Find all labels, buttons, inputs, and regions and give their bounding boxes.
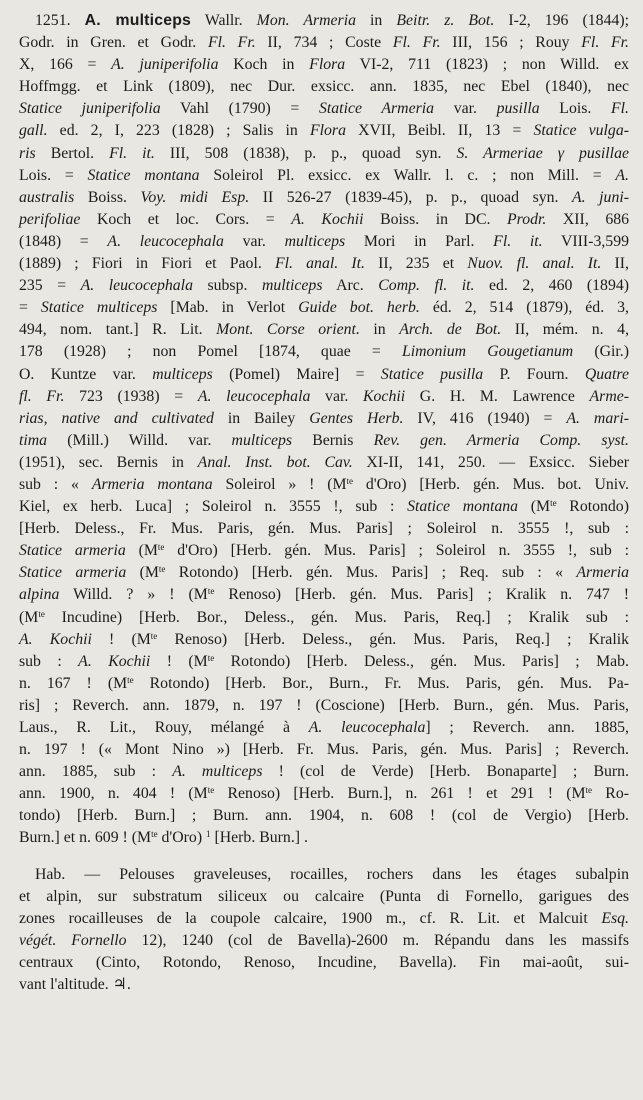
text-line bbox=[19, 10, 629, 32]
text-line: Burn.] et n. 609 ! ($M^{te}$ d'Oro) $^1$ [Herb. Burn.] . bbox=[19, 829, 308, 847]
text-line: sub : « Armeria montana Soleirol » ! ($M^{te}$ d'Oro) [Herb. gén. Mus. bot. Univ. bbox=[19, 475, 629, 493]
text-line: Statice armeria ($M^{te}$ Rotondo) [Herb. gén. Mus. Paris] ; Req. sub : « Armeria bbox=[19, 564, 629, 582]
text-line: gall. ed. 2, I, 223 (1828) ; Salis in Flora XVII, Beibl. II, 13 = Statice vulga- bbox=[19, 122, 629, 140]
text-line: ann. 1900, n. 404 ! ($M^{te}$ Renoso) [Herb. Burn.], n. 261 ! et 291 ! ($M^{te}$ Ro- bbox=[19, 785, 629, 803]
text-line: Godr. in Gren. et Godr. Fl. Fr. II, 734 ; Coste Fl. Fr. III, 156 ; Rouy Fl. Fr. bbox=[19, 34, 629, 52]
habitat-line: végét. Fornello 12), 1240 (col de Bavella)-2600 m. Répandu dans les massifs bbox=[19, 931, 629, 949]
text-line: = Statice multiceps [Mab. in Verlot Guide bot. herb. éd. 2, 514 (1879), éd. 3, bbox=[19, 299, 629, 317]
text-line: n. 167 ! ($M^{te}$ Rotondo) [Herb. Bor., Burn., Fr. Mus. Paris, gén. Mus. Pa- bbox=[19, 674, 629, 692]
habitat-line: centraux (Cinto, Rotondo, Renoso, Incudine, Bavella). Fin mai-août, sui- bbox=[19, 953, 629, 971]
text-line: australis Boiss. Voy. midi Esp. II 526-27 (1839-45), p. p., quoad syn. A. juni- bbox=[19, 188, 630, 206]
text-line: (1889) ; Fiori in Fiori et Paol. Fl. anal. It. II, 235 et Nuov. fl. anal. It. II, bbox=[19, 255, 629, 273]
text-line: Statice armeria ($M^{te}$ d'Oro) [Herb. gén. Mus. Paris] ; Soleirol n. 3555 !, sub : bbox=[19, 542, 629, 560]
text-line: Laus., R. Lit., Rouy, mélangé à A. leucocephala] ; Reverch. ann. 1885, bbox=[19, 719, 629, 736]
text-line: tima (Mill.) Willd. var. multiceps Bernis Rev. gen. Armeria Comp. syst. bbox=[19, 431, 629, 449]
habitat-line: et alpin, sur substratum siliceux ou calcaire (Punta di Fornello, garigues des bbox=[19, 887, 629, 905]
text-line: Statice juniperifolia Vahl (1790) = Statice Armeria var. pusilla Lois. Fl. bbox=[19, 100, 629, 118]
text-line: fl. Fr. 723 (1938) = A. leucocephala var. Kochii G. H. M. Lawrence Arme- bbox=[19, 387, 629, 405]
species-number: 1251. bbox=[35, 12, 85, 29]
text-line: ann. 1885, sub : A. multiceps ! (col de Verde) [Herb. Bonaparte] ; Burn. bbox=[19, 763, 629, 781]
text-line: [Herb. Deless., Fr. Mus. Paris, gén. Mus. Paris] ; Soleirol n. 3555 !, sub : bbox=[19, 520, 629, 538]
text-line: alpina Willd. ? » ! ($M^{te}$ Renoso) [Herb. gén. Mus. Paris] ; Kralik n. 747 ! bbox=[19, 586, 629, 604]
text-line: ris] ; Reverch. ann. 1879, n. 197 ! (Coscione) [Herb. Burn., gén. Mus. Paris, bbox=[19, 696, 629, 714]
text-line: Lois. = Statice montana Soleirol Pl. exsicc. ex Wallr. l. c. ; non Mill. = A. bbox=[19, 166, 629, 184]
text-line: 178 (1928) ; non Pomel [1874, quae = Limonium Gougetianum (Gir.) bbox=[19, 343, 629, 361]
text-line: X, 166 = A. juniperifolia Koch in Flora VI-2, 711 (1823) ; non Willd. ex bbox=[19, 56, 629, 74]
text-line: Kiel, ex herb. Luca] ; Soleirol n. 3555 !, sub : Statice montana ($M^{te}$ Rotondo) bbox=[19, 498, 629, 516]
text-line: (1951), sec. Bernis in Anal. Inst. bot. Cav. XI-II, 141, 250. — Exsicc. Sieber bbox=[19, 453, 629, 471]
text-line: 494, nom. tant.] R. Lit. Mont. Corse orient. in Arch. de Bot. II, mém. n. 4, bbox=[19, 321, 630, 339]
species-entry bbox=[19, 10, 629, 850]
text-line: O. Kuntze var. multiceps (Pomel) Maire] = Statice pusilla P. Fourn. Quatre bbox=[19, 365, 629, 383]
text-line: ($M^{te}$ Incudine) [Herb. Bor., Deless., gén. Mus. Paris, Req.] ; Kralik sub : bbox=[19, 608, 629, 626]
habitat-line: Hab. — Pelouses graveleuses, rocailles, rochers dans les étages subalpin bbox=[35, 865, 629, 883]
text-line: Hoffmgg. et Link (1809), nec Dur. exsicc. ann. 1835, nec Ebel (1840), nec bbox=[19, 78, 629, 96]
text-line: sub : A. Kochii ! ($M^{te}$ Rotondo) [Herb. Deless., gén. Mus. Paris] ; Mab. bbox=[19, 652, 629, 670]
habitat-line: vant l'altitude. ♃. bbox=[19, 976, 131, 994]
habitat-line: zones rocailleuses de la coupole calcaire, 1900 m., cf. R. Lit. et Malcuit Esq. bbox=[19, 909, 629, 927]
author-citation: Wallr. Mon. Armeria in Beitr. z. Bot. I-2, 196 (1844); bbox=[191, 12, 630, 29]
text-line: n. 197 ! (« Mont Nino ») [Herb. Fr. Mus. Paris, gén. Mus. Paris] ; Reverch. bbox=[19, 741, 629, 759]
species-name: A. multiceps bbox=[84, 12, 192, 29]
text-line: perifoliae Koch et loc. Cors. = A. Kochii Boiss. in DC. Prodr. XII, 686 bbox=[19, 210, 630, 228]
text-line: A. Kochii ! ($M^{te}$ Renoso) [Herb. Deless., gén. Mus. Paris, Req.] ; Kralik bbox=[19, 630, 629, 648]
text-line: ris Bertol. Fl. it. III, 508 (1838), p. p., quoad syn. S. Armeriae γ pusillae bbox=[19, 144, 629, 162]
text-line: 235 = A. leucocephala subsp. multiceps Arc. Comp. fl. it. ed. 2, 460 (1894) bbox=[19, 277, 629, 295]
text-line: tondo) [Herb. Burn.] ; Burn. ann. 1904, n. 608 ! (col de Vergio) [Herb. bbox=[19, 807, 629, 825]
habitat-paragraph bbox=[19, 864, 629, 997]
text-line: (1848) = A. leucocephala var. multiceps Mori in Parl. Fl. it. VIII-3,599 bbox=[19, 232, 629, 250]
text-line: rias, native and cultivated in Bailey Gentes Herb. IV, 416 (1940) = A. mari- bbox=[19, 409, 630, 427]
